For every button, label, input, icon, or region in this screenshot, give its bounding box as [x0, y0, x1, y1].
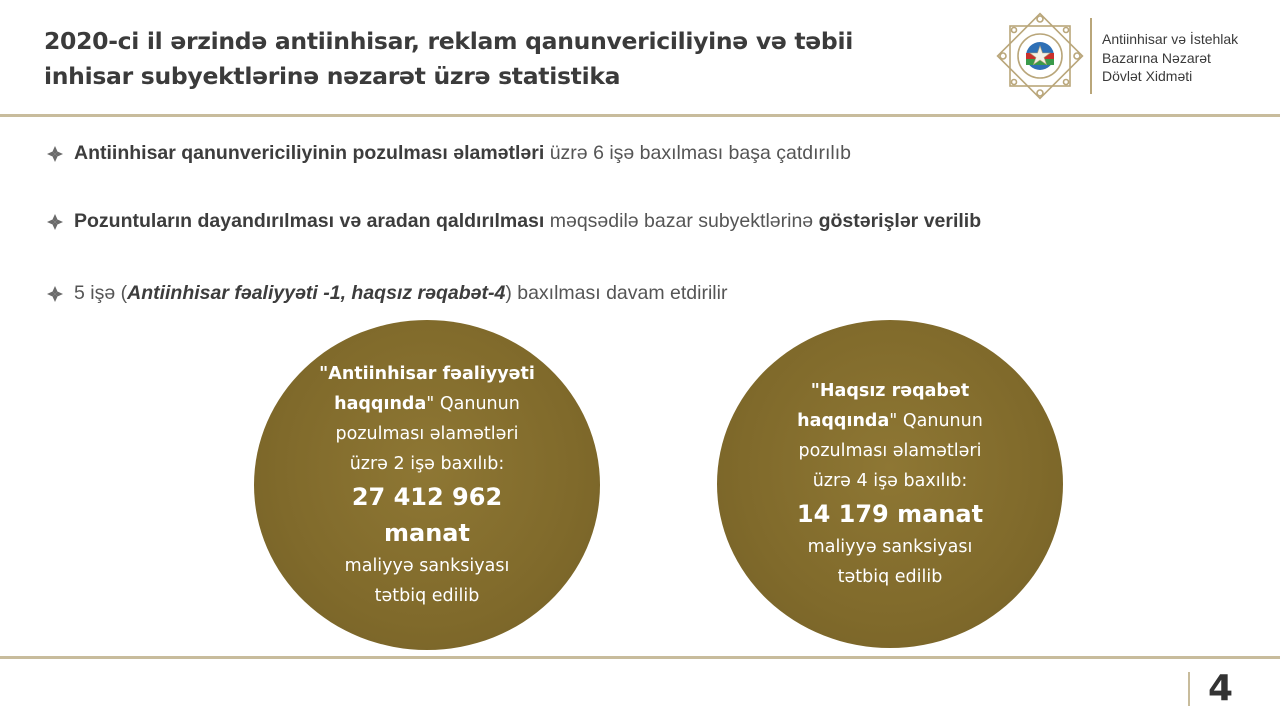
- circle-law-title-2: haqqında: [334, 394, 427, 414]
- circle-sanction-text: maliyyə sanksiyası: [807, 537, 973, 557]
- circle-amount: 27 412 962: [351, 483, 503, 511]
- org-name-line2: Bazarına Nəzarət: [1102, 49, 1211, 66]
- page-number-divider: [1188, 672, 1190, 706]
- bullet-text: üzrə 6 işə baxılması başa çatdırılıb: [544, 142, 852, 164]
- circle-text: pozulması əlamətləri: [335, 424, 519, 444]
- circle-law-suffix: " Qanunun: [426, 394, 520, 414]
- diamond-bullet-icon: [46, 285, 64, 303]
- org-name-line1: Antiinhisar və İstehlak: [1102, 31, 1239, 47]
- bullet-bold-text-2: göstərişlər verilib: [818, 210, 982, 232]
- bullet-item: [46, 210, 981, 233]
- bullet-bold-text: Pozuntuların dayandırılması və aradan qaldırılması: [74, 210, 545, 232]
- state-service-emblem-icon: [996, 12, 1084, 100]
- diamond-bullet-icon: [46, 145, 64, 163]
- circle-amount-unit: manat: [384, 519, 470, 547]
- bullet-text-post: ) baxılması davam etdirilir: [505, 282, 728, 304]
- page-number: 4: [1208, 668, 1234, 709]
- circle-text: pozulması əlamətləri: [798, 441, 982, 461]
- bullet-item: [46, 142, 851, 165]
- bullet-text: məqsədilə bazar subyektlərinə: [544, 210, 819, 232]
- slide-title: [44, 24, 984, 94]
- slide-title-line1: 2020-ci il ərzində antiinhisar, reklam qanunvericiliyinə və təbii: [44, 27, 853, 55]
- circle-cases: üzrə 4 işə baxılıb:: [812, 471, 968, 491]
- circle-law-title: "Antiinhisar fəaliyyəti: [319, 364, 535, 384]
- org-name-line3: Dövlət Xidməti: [1102, 68, 1193, 84]
- bullet-bold-text: Antiinhisar qanunvericiliyinin pozulması əlamətləri: [74, 142, 545, 164]
- circle-applied-text: tətbiq edilib: [374, 586, 480, 606]
- organization-name: [1102, 30, 1277, 86]
- bullet-item: [46, 282, 727, 305]
- unfair-competition-sanction-circle: [717, 320, 1063, 648]
- slide-title-line2: inhisar subyektlərinə nəzarət üzrə statistika: [44, 62, 621, 90]
- circle-applied-text: tətbiq edilib: [837, 567, 943, 587]
- circle-law-suffix: " Qanunun: [889, 411, 983, 431]
- circle-cases: üzrə 2 işə baxılıb:: [349, 454, 505, 474]
- footer-rule: [0, 656, 1280, 659]
- circle-amount: 14 179 manat: [796, 500, 984, 528]
- diamond-bullet-icon: [46, 213, 64, 231]
- antimonopoly-sanction-circle: [254, 320, 600, 650]
- bullet-text-pre: 5 işə (: [74, 282, 128, 304]
- header-divider: [1090, 18, 1092, 94]
- header-rule: [0, 114, 1280, 117]
- bullet-bold-italic-text: Antiinhisar fəaliyyəti -1, haqsız rəqabət-4: [127, 282, 506, 304]
- circle-law-title-2: haqqında: [797, 411, 890, 431]
- circle-sanction-text: maliyyə sanksiyası: [344, 556, 510, 576]
- circle-law-title: "Haqsız rəqabət: [810, 381, 970, 401]
